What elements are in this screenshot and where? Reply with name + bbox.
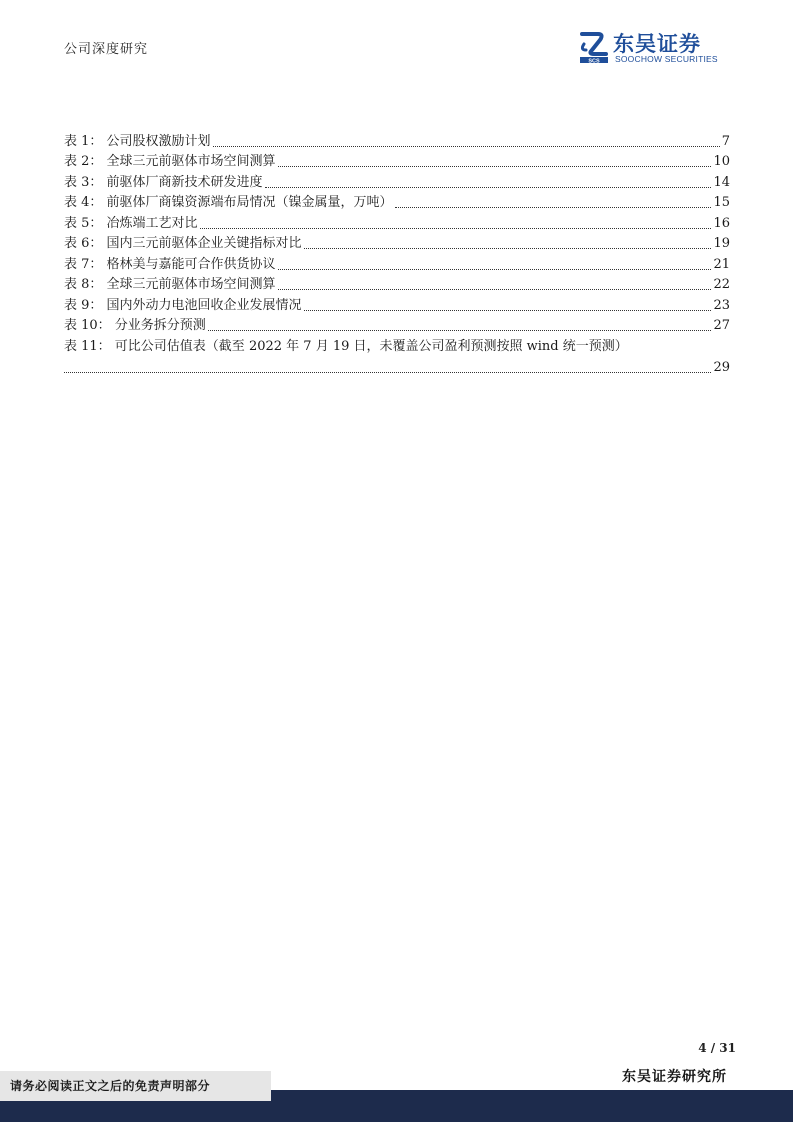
toc-entry[interactable] <box>64 211 730 232</box>
toc-entry-label: 表 11： 可比公司估值表（截至 2022 年 7 月 19 日，未覆盖公司盈利预测按照 wind 统一预测） <box>64 338 628 354</box>
toc-leader-dots <box>278 166 712 167</box>
logo-abbr: SCS <box>588 58 600 64</box>
toc-entry-page: 14 <box>713 174 730 190</box>
toc-entry-page: 29 <box>713 359 730 375</box>
page-number: 4 / 31 <box>698 1041 736 1055</box>
toc-leader-dots <box>265 187 712 188</box>
toc-leader-dots <box>304 310 712 311</box>
toc-entry[interactable] <box>64 170 730 191</box>
scs-logo-icon <box>578 30 610 64</box>
toc-entry[interactable] <box>64 293 730 314</box>
toc-leader-dots <box>64 372 711 373</box>
logo-cn-name: 东吴证券 <box>613 32 701 56</box>
toc-leader-dots <box>304 248 712 249</box>
logo-en-name: SOOCHOW SECURITIES <box>615 54 718 64</box>
table-of-tables <box>64 129 730 376</box>
toc-entry[interactable] <box>64 314 730 335</box>
toc-entry-label: 表 10： 分业务拆分预测 <box>64 318 206 333</box>
toc-entry-label: 表 4： 前驱体厂商镍资源端布局情况（镍金属量，万吨） <box>64 195 393 210</box>
toc-entry-page: 7 <box>721 133 730 149</box>
toc-entry-label: 表 6： 国内三元前驱体企业关键指标对比 <box>64 236 302 251</box>
toc-leader-dots <box>395 207 712 208</box>
report-type-label: 公司深度研究 <box>64 42 149 57</box>
disclaimer-notice: 请务必阅读正文之后的免责声明部分 <box>0 1071 271 1101</box>
toc-entry-label: 表 7： 格林美与嘉能可合作供货协议 <box>64 256 276 272</box>
toc-entry-label: 表 1： 公司股权激励计划 <box>64 133 211 149</box>
footer-company: 东吴证券研究所 <box>622 1069 727 1085</box>
toc-entry-continuation[interactable] <box>64 355 730 376</box>
toc-entry-label: 表 2： 全球三元前驱体市场空间测算 <box>64 154 276 169</box>
toc-entry-label: 表 5： 冶炼端工艺对比 <box>64 215 198 231</box>
toc-entry[interactable] <box>64 129 730 150</box>
toc-entry-page: 27 <box>713 318 730 333</box>
toc-entry[interactable] <box>64 252 730 273</box>
toc-leader-dots <box>213 146 720 147</box>
toc-entry[interactable] <box>64 273 730 294</box>
toc-entry-page: 21 <box>713 256 730 272</box>
toc-entry-page: 19 <box>713 236 730 251</box>
toc-entry-page: 16 <box>713 215 730 231</box>
toc-entry-page: 22 <box>713 277 730 292</box>
toc-entry-label: 表 3： 前驱体厂商新技术研发进度 <box>64 174 263 190</box>
toc-leader-dots <box>278 289 712 290</box>
toc-leader-dots <box>208 330 712 331</box>
toc-entry[interactable] <box>64 232 730 253</box>
toc-entry-label: 表 8： 全球三元前驱体市场空间测算 <box>64 277 276 292</box>
toc-leader-dots <box>278 269 712 270</box>
toc-leader-dots <box>200 228 712 229</box>
toc-entry-page: 23 <box>713 297 730 313</box>
soochow-logo <box>578 28 738 68</box>
toc-entry-page: 15 <box>713 195 730 210</box>
toc-entry[interactable] <box>64 150 730 171</box>
toc-entry-label: 表 9： 国内外动力电池回收企业发展情况 <box>64 297 302 313</box>
toc-entry[interactable] <box>64 191 730 212</box>
toc-entry[interactable] <box>64 334 730 355</box>
toc-entry-page: 10 <box>713 154 730 169</box>
